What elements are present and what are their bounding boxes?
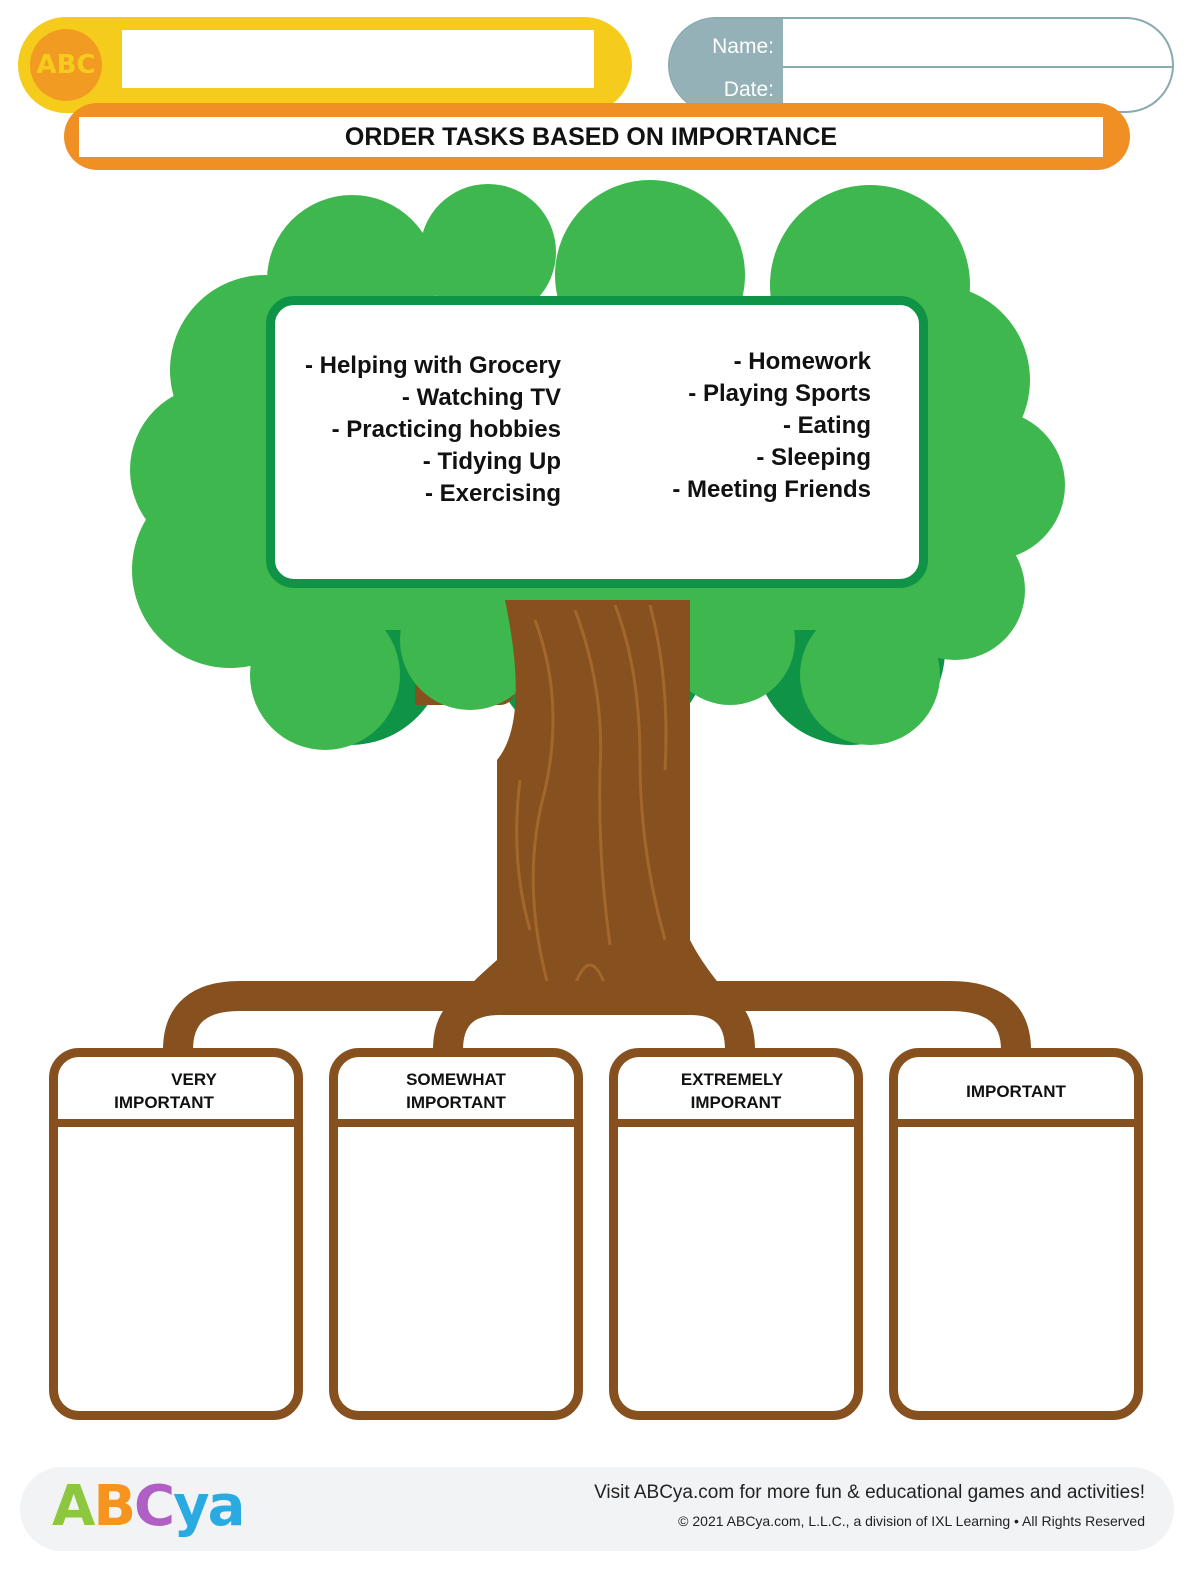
task-item[interactable]: - Exercising xyxy=(424,480,561,507)
category-label: EXTREMELY IMPORANT xyxy=(680,1070,784,1112)
task-list-right xyxy=(672,346,871,506)
name-label: Name: xyxy=(712,35,774,58)
category-divider xyxy=(338,1119,574,1127)
category-somewhat-important[interactable] xyxy=(329,1048,583,1420)
task-item[interactable]: - Meeting Friends xyxy=(672,476,871,503)
task-item[interactable]: - Homework xyxy=(733,348,871,375)
task-item[interactable]: - Practicing hobbies xyxy=(331,416,561,443)
category-label: IMPORTANT xyxy=(966,1081,1066,1101)
footer-visit-text: Visit ABCya.com for more fun & educational games and activities! xyxy=(594,1482,1145,1503)
date-label: Date: xyxy=(723,78,774,101)
footer-copyright: © 2021 ABCya.com, L.L.C., a division of IXL Learning • All Rights Reserved xyxy=(678,1513,1145,1529)
category-divider xyxy=(898,1119,1134,1127)
task-item[interactable]: - Watching TV xyxy=(401,384,561,411)
category-extremely-important[interactable] xyxy=(609,1048,863,1420)
task-item[interactable]: - Eating xyxy=(783,412,871,439)
task-list-left xyxy=(305,350,561,510)
category-label: SOMEWHAT IMPORTANT xyxy=(406,1070,506,1112)
task-item[interactable]: - Helping with Grocery xyxy=(304,352,561,379)
category-important[interactable] xyxy=(889,1048,1143,1420)
category-label: VERY IMPORTANT xyxy=(114,1070,217,1112)
page-title: ORDER TASKS BASED ON IMPORTANCE xyxy=(79,117,1103,157)
category-divider xyxy=(58,1119,294,1127)
category-divider xyxy=(618,1119,854,1127)
task-item[interactable]: - Sleeping xyxy=(756,444,871,471)
task-item[interactable]: - Playing Sports xyxy=(688,380,871,407)
category-very-important[interactable] xyxy=(49,1048,303,1420)
abcya-logo[interactable]: ABCya xyxy=(52,1474,244,1539)
lower-branches xyxy=(178,996,1016,1050)
abc-logo-badge: A B C xyxy=(30,29,102,101)
task-item[interactable]: - Tidying Up xyxy=(422,448,561,475)
